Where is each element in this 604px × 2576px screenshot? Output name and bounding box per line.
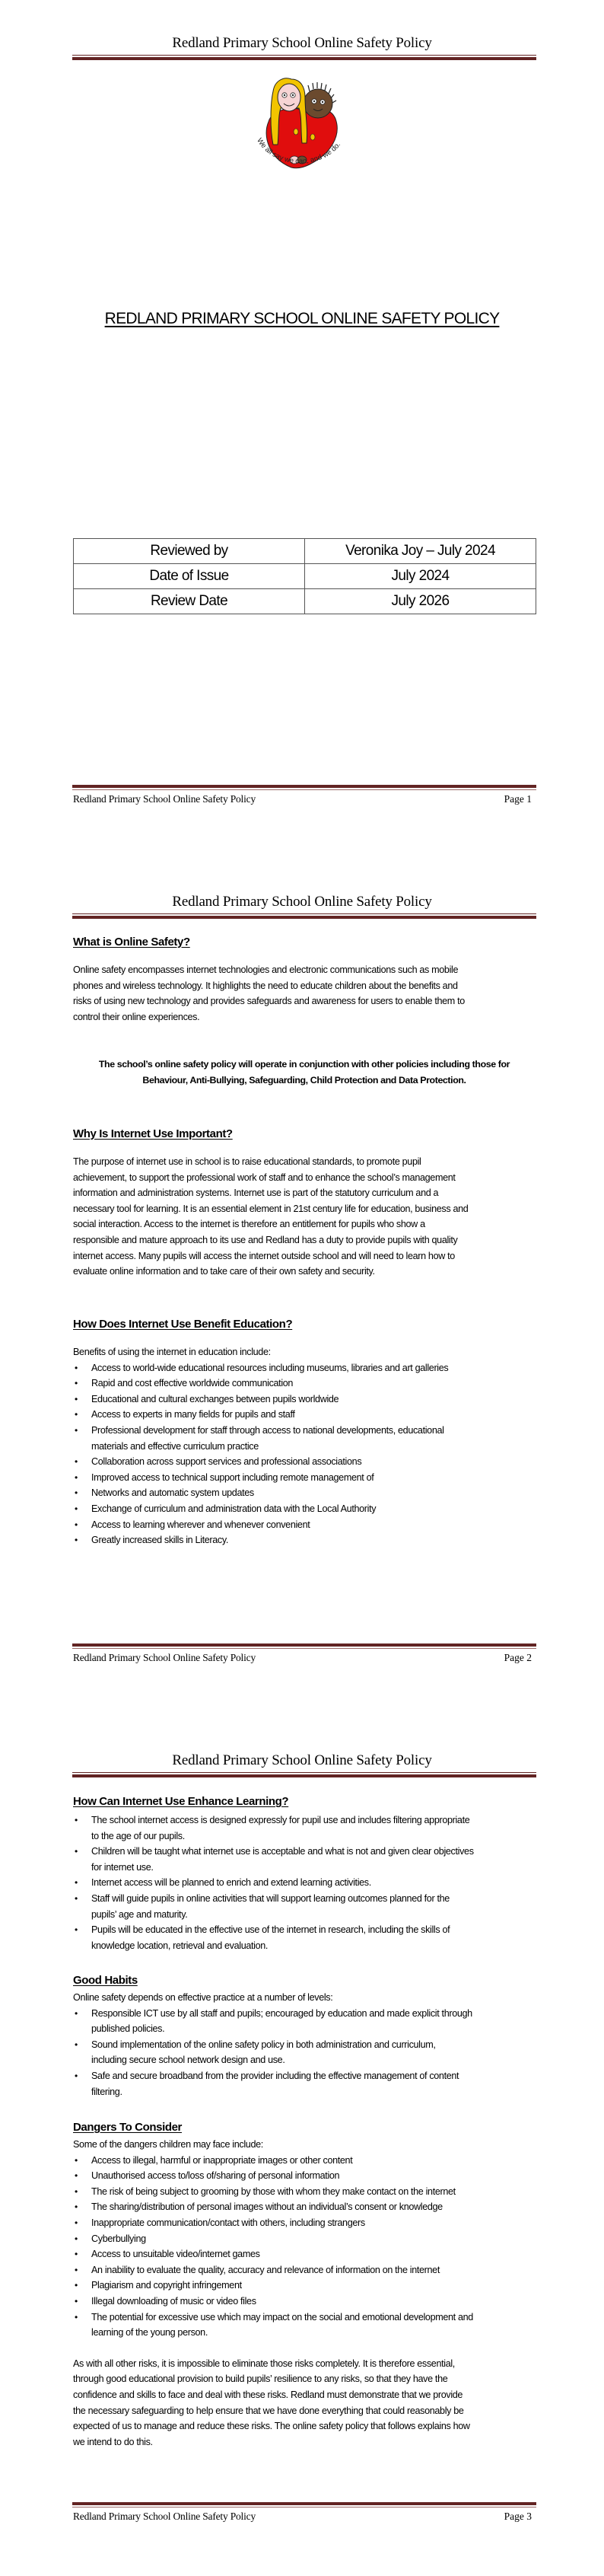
text-line: The purpose of internet use in school is to raise educational standards, to promote pupil bbox=[73, 1156, 421, 1167]
text-line: phones and wireless technology. It highlights the need to educate children about the benefits and bbox=[73, 980, 458, 991]
table-value: July 2026 bbox=[305, 589, 536, 614]
header-rule-thin bbox=[72, 913, 536, 914]
list-item-text: Illegal downloading of music or video files bbox=[91, 2295, 256, 2307]
text-line: risks of using new technology and provides safeguards and awareness for users to enable them to bbox=[73, 996, 465, 1007]
section-good-habits bbox=[73, 1973, 539, 2099]
list-item-text: including secure school network design and use. bbox=[91, 2055, 285, 2066]
bullet-icon: • bbox=[75, 2154, 78, 2166]
list-item-text: Unauthorised access to/loss of/sharing of personal information bbox=[91, 2170, 340, 2182]
text-line: information and administration systems. Internet use is part of the statutory curriculum and a bbox=[73, 1188, 439, 1199]
paragraph bbox=[73, 962, 539, 1025]
bullet-icon: • bbox=[75, 1535, 78, 1546]
school-logo-illustration bbox=[247, 75, 354, 174]
section-heading: What is Online Safety? bbox=[73, 936, 190, 948]
list-item bbox=[73, 1376, 539, 1392]
table-value: July 2024 bbox=[305, 564, 536, 589]
bullet-icon: • bbox=[75, 2170, 78, 2182]
list-item bbox=[73, 2215, 539, 2231]
list-item-text: Access to unsuitable video/internet games bbox=[91, 2249, 260, 2260]
policy-note bbox=[68, 1057, 540, 1088]
bullet-icon: • bbox=[75, 1378, 78, 1389]
bullet-icon: • bbox=[75, 2007, 78, 2019]
list-item-text: Sound implementation of the online safety policy in both administration and curriculum, bbox=[91, 2039, 436, 2050]
bullet-icon: • bbox=[75, 1846, 78, 1857]
text-line: Online safety encompasses internet technologies and electronic communications such as mobile bbox=[73, 964, 459, 975]
list-item bbox=[73, 2006, 539, 2037]
section-dangers bbox=[73, 2120, 539, 2450]
footer-title: Redland Primary School Online Safety Policy bbox=[73, 793, 256, 805]
list-item bbox=[73, 2168, 539, 2184]
bullet-icon: • bbox=[75, 2201, 78, 2213]
list-item bbox=[73, 1407, 539, 1423]
bullet-icon: • bbox=[75, 1877, 78, 1889]
list-item-text: Access to world-wide educational resources including museums, libraries and art galleries bbox=[91, 1362, 449, 1373]
list-item-text: filtering. bbox=[91, 2086, 122, 2097]
section-heading: Dangers To Consider bbox=[73, 2121, 182, 2134]
text-line: internet access. Many pupils will access the internet outside school and will need to learn how to bbox=[73, 1250, 455, 1261]
list-intro: Online safety depends on effective practice at a number of levels: bbox=[73, 1992, 333, 2003]
text-line: Behaviour, Anti-Bullying, Safeguarding, Child Protection and Data Protection. bbox=[142, 1074, 466, 1086]
text-line: control their online experiences. bbox=[73, 1011, 200, 1022]
table-row bbox=[74, 539, 536, 564]
bullet-icon: • bbox=[75, 2264, 78, 2275]
bullet-icon: • bbox=[75, 1393, 78, 1404]
list-item bbox=[73, 2184, 539, 2200]
bullet-list bbox=[73, 2153, 539, 2341]
paragraph bbox=[73, 2356, 539, 2450]
list-item-text: The school internet access is designed expressly for pupil use and includes filtering appropriate bbox=[91, 1815, 470, 1825]
bullet-icon: • bbox=[75, 1892, 78, 1904]
running-header: Redland Primary School Online Safety Policy bbox=[172, 35, 432, 51]
bullet-icon: • bbox=[75, 1924, 78, 1936]
list-intro: Benefits of using the internet in education include: bbox=[73, 1347, 271, 1357]
table-label: Reviewed by bbox=[74, 539, 305, 564]
list-item-text: knowledge location, retrieval and evaluation. bbox=[91, 1940, 269, 1951]
list-item bbox=[73, 2278, 539, 2294]
list-item-text: to the age of our pupils. bbox=[91, 1830, 185, 1841]
bullet-icon: • bbox=[75, 1815, 78, 1825]
bullet-icon: • bbox=[75, 2233, 78, 2244]
bullet-list bbox=[73, 1360, 539, 1548]
list-item-text: published policies. bbox=[91, 2023, 165, 2035]
section-heading: How Does Internet Use Benefit Education? bbox=[73, 1318, 293, 1331]
list-item bbox=[73, 2068, 539, 2099]
list-item-text: for internet use. bbox=[91, 1861, 154, 1873]
list-item bbox=[73, 1470, 539, 1486]
list-item bbox=[73, 1485, 539, 1501]
bullet-icon: • bbox=[75, 2249, 78, 2260]
text-line: expected of us to manage and reduce these risks. The online safety policy that follows explains how bbox=[73, 2421, 470, 2432]
bullet-icon: • bbox=[75, 1362, 78, 1373]
list-item bbox=[73, 2231, 539, 2247]
text-line: As with all other risks, it is impossible to eliminate those risks completely. It is therefore essential, bbox=[73, 2358, 455, 2369]
running-header: Redland Primary School Online Safety Policy bbox=[172, 1752, 432, 1768]
page-1 bbox=[0, 0, 604, 859]
list-item-text: Professional development for staff through access to national developments, educational bbox=[91, 1424, 444, 1436]
list-item-text: Internet access will be planned to enrich and extend learning activities. bbox=[91, 1877, 371, 1889]
list-item bbox=[73, 1844, 539, 1875]
list-item bbox=[73, 2246, 539, 2262]
bullet-icon: • bbox=[75, 1503, 78, 1514]
bullet-icon: • bbox=[75, 1471, 78, 1483]
list-item-text: Safe and secure broadband from the provider including the effective management of content bbox=[91, 2070, 459, 2081]
footer-rule-thin bbox=[72, 1648, 536, 1649]
list-item-text: Inappropriate communication/contact with others, including strangers bbox=[91, 2217, 365, 2228]
footer-title: Redland Primary School Online Safety Policy bbox=[73, 1652, 256, 1663]
text-line: necessary tool for learning. It is an essential element in 21st century life for education, business and bbox=[73, 1203, 469, 1214]
text-line: social interaction. Access to the internet is therefore an entitlement for pupils who show a bbox=[73, 1219, 425, 1230]
bullet-icon: • bbox=[75, 1456, 78, 1468]
section-what-is-online-safety bbox=[73, 935, 539, 1025]
table-row bbox=[74, 564, 536, 589]
list-item-text: Staff will guide pupils in online activities that will support learning outcomes planned for the bbox=[91, 1892, 450, 1904]
list-item-text: Access to illegal, harmful or inappropriate images or other content bbox=[91, 2154, 353, 2166]
footer-title: Redland Primary School Online Safety Policy bbox=[73, 2511, 256, 2522]
page-number: Page 3 bbox=[504, 2511, 532, 2522]
section-benefit-education bbox=[73, 1317, 539, 1548]
document-title: REDLAND PRIMARY SCHOOL ONLINE SAFETY POLICY bbox=[104, 310, 500, 327]
list-item-text: Improved access to technical support including remote management of bbox=[91, 1471, 374, 1483]
list-item bbox=[73, 2262, 539, 2278]
bullet-icon: • bbox=[75, 2295, 78, 2307]
list-item-text: Cyberbullying bbox=[91, 2233, 146, 2244]
page-number: Page 1 bbox=[504, 793, 532, 805]
table-label: Date of Issue bbox=[74, 564, 305, 589]
text-line: The school’s online safety policy will operate in conjunction with other policies including those for bbox=[98, 1059, 510, 1070]
section-heading: Why Is Internet Use Important? bbox=[73, 1127, 233, 1140]
bullet-icon: • bbox=[75, 2039, 78, 2050]
list-item bbox=[73, 1891, 539, 1922]
list-item-text: Plagiarism and copyright infringement bbox=[91, 2280, 242, 2291]
bullet-icon: • bbox=[75, 2070, 78, 2081]
list-item bbox=[73, 1532, 539, 1548]
footer-rule-thick bbox=[72, 1643, 536, 1647]
page-number: Page 2 bbox=[504, 1652, 532, 1663]
list-item-text: Access to experts in many fields for pupils and staff bbox=[91, 1409, 295, 1420]
document-info-table bbox=[73, 538, 536, 614]
logo-motto: We all say we can, and we do. bbox=[255, 136, 342, 166]
bullet-icon: • bbox=[75, 2311, 78, 2323]
list-item-text: The sharing/distribution of personal images without an individual’s consent or knowledge bbox=[91, 2201, 443, 2213]
bullet-icon: • bbox=[75, 1487, 78, 1499]
text-line: confidence and skills to face and deal with these risks. Redland must demonstrate that we provide bbox=[73, 2389, 463, 2400]
list-item bbox=[73, 1392, 539, 1408]
list-item bbox=[73, 1501, 539, 1517]
list-item-text: pupils’ age and maturity. bbox=[91, 1908, 188, 1920]
list-item bbox=[73, 1454, 539, 1470]
section-enhance-learning bbox=[73, 1794, 539, 1953]
bullet-icon: • bbox=[75, 2280, 78, 2291]
list-item bbox=[73, 2294, 539, 2310]
list-item-text: Greatly increased skills in Literacy. bbox=[91, 1535, 228, 1546]
page-3 bbox=[0, 1717, 604, 2576]
list-item-text: Educational and cultural exchanges between pupils worldwide bbox=[91, 1393, 339, 1404]
running-header: Redland Primary School Online Safety Policy bbox=[172, 894, 432, 910]
bullet-list bbox=[73, 2006, 539, 2100]
bullet-icon: • bbox=[75, 1519, 78, 1530]
footer-rule-thick bbox=[72, 785, 536, 788]
bullet-icon: • bbox=[75, 2217, 78, 2228]
list-item bbox=[73, 1423, 539, 1454]
list-item-text: Collaboration across support services and professional associations bbox=[91, 1456, 362, 1468]
table-label: Review Date bbox=[74, 589, 305, 614]
list-item-text: Responsible ICT use by all staff and pupils; encouraged by education and made explicit through bbox=[91, 2007, 472, 2019]
list-item bbox=[73, 1922, 539, 1953]
list-item-text: materials and effective curriculum practice bbox=[91, 1440, 259, 1452]
list-item-text: Exchange of curriculum and administration data with the Local Authority bbox=[91, 1503, 377, 1514]
list-intro: Some of the dangers children may face include: bbox=[73, 2139, 263, 2150]
header-rule-thick bbox=[72, 1774, 536, 1777]
footer-rule-thick bbox=[72, 2502, 536, 2505]
bullet-icon: • bbox=[75, 2185, 78, 2197]
list-item bbox=[73, 1517, 539, 1533]
bullet-list bbox=[73, 1812, 539, 1953]
list-item bbox=[73, 1875, 539, 1891]
table-row bbox=[74, 589, 536, 614]
list-item-text: Access to learning wherever and whenever convenient bbox=[91, 1519, 310, 1530]
list-item-text: Rapid and cost effective worldwide communication bbox=[91, 1378, 294, 1389]
table-value: Veronika Joy – July 2024 bbox=[305, 539, 536, 564]
list-item-text: An inability to evaluate the quality, accuracy and relevance of information on the internet bbox=[91, 2264, 440, 2275]
header-rule-thin bbox=[72, 55, 536, 56]
school-logo bbox=[247, 75, 354, 174]
bullet-icon: • bbox=[75, 1409, 78, 1420]
list-item bbox=[73, 2310, 539, 2341]
text-line: the necessary safeguarding to help ensure that we have done everything that could reasonably be bbox=[73, 2405, 464, 2416]
text-line: achievement, to support the professional work of staff and to enhance the school’s management bbox=[73, 1172, 456, 1183]
list-item-text: Children will be taught what internet use is acceptable and what is not and given clear objectives bbox=[91, 1846, 474, 1857]
list-item bbox=[73, 2153, 539, 2169]
list-item bbox=[73, 1812, 539, 1844]
list-item-text: Networks and automatic system updates bbox=[91, 1487, 254, 1499]
list-item-text: The risk of being subject to grooming by those with whom they make contact on the internet bbox=[91, 2185, 456, 2197]
text-line: responsible and mature approach to its use and Redland has a duty to provide pupils with quality bbox=[73, 1234, 458, 1245]
section-why-internet-important bbox=[73, 1127, 539, 1280]
header-rule-thick bbox=[72, 916, 536, 919]
list-item-text: learning of the young person. bbox=[91, 2327, 208, 2338]
header-rule-thin bbox=[72, 1772, 536, 1773]
list-item-text: Pupils will be educated in the effective use of the internet in research, including the skills of bbox=[91, 1924, 450, 1936]
section-heading: Good Habits bbox=[73, 1974, 138, 1987]
text-line: evaluate online information and to take care of their own safety and security. bbox=[73, 1266, 375, 1277]
footer-rule-thin bbox=[72, 789, 536, 790]
bullet-icon: • bbox=[75, 1424, 78, 1436]
list-item-text: The potential for excessive use which may impact on the social and emotional development and bbox=[91, 2311, 473, 2323]
text-line: through good educational provision to build pupils’ resilience to any risks, so that they have the bbox=[73, 2374, 448, 2385]
list-item bbox=[73, 2037, 539, 2068]
header-rule-thick bbox=[72, 57, 536, 60]
text-line: we intend to do this. bbox=[73, 2436, 153, 2447]
page-2 bbox=[0, 859, 604, 1717]
list-item bbox=[73, 1360, 539, 1376]
section-heading: How Can Internet Use Enhance Learning? bbox=[73, 1795, 289, 1808]
paragraph bbox=[73, 1154, 539, 1280]
list-item bbox=[73, 2199, 539, 2215]
